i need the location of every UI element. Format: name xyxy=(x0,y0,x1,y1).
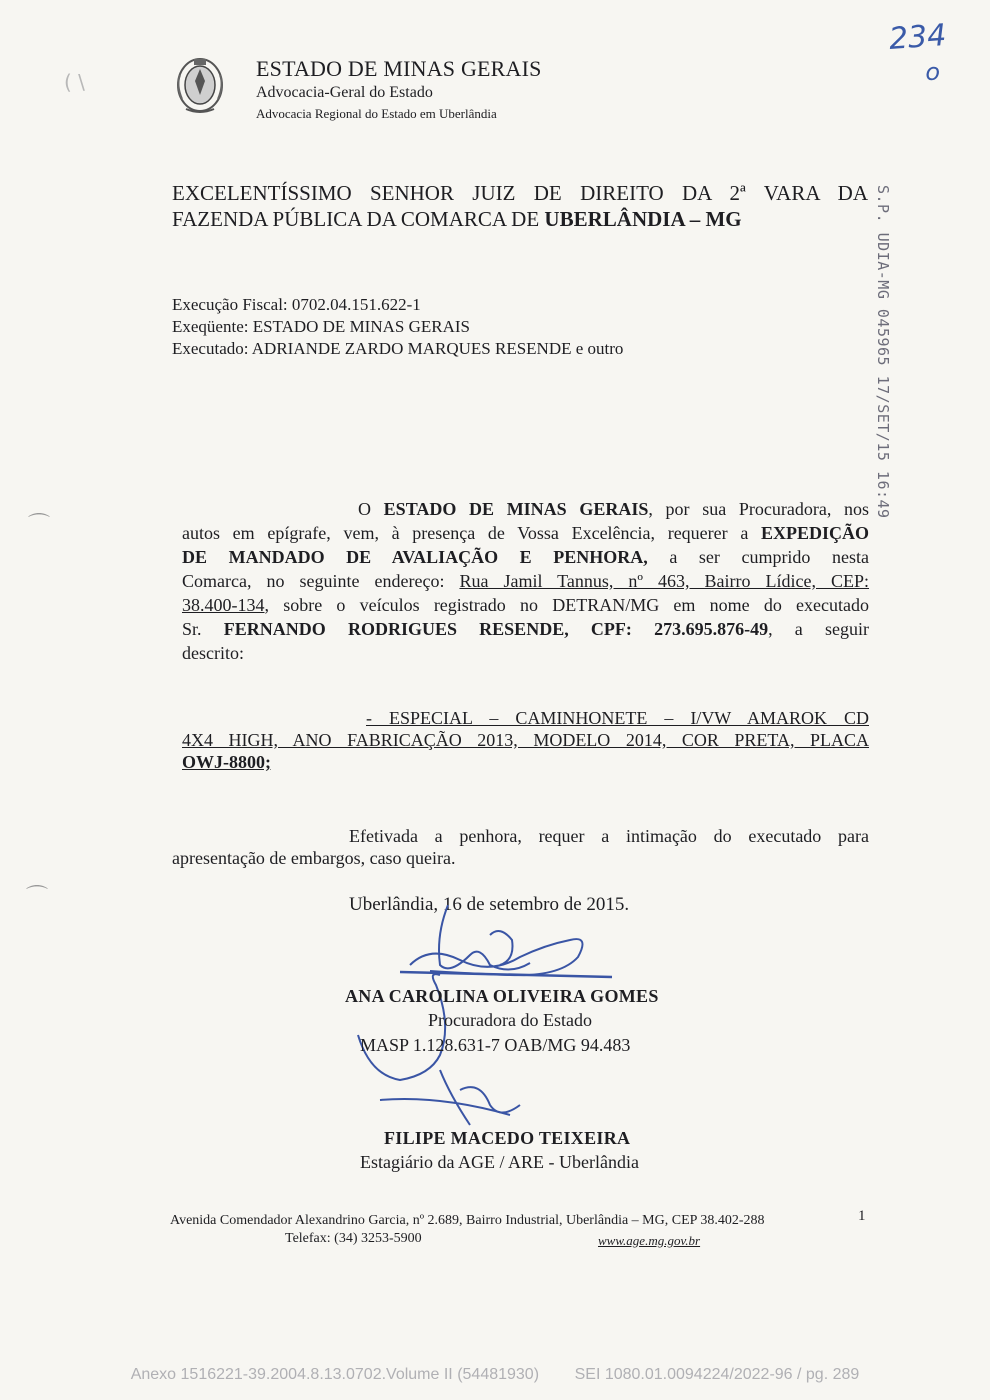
place-and-date: Uberlândia, 16 de setembro de 2015. xyxy=(349,894,630,915)
debtor: Executado: ADRIANDE ZARDO MARQUES RESENDE e outro xyxy=(172,339,624,358)
final-line-1: Efetivada a penhora, requer a intimação do executado para xyxy=(349,826,869,846)
handwritten-mark: o xyxy=(925,58,940,86)
addressee-line1: EXCELENTÍSSIMO SENHOR JUIZ DE DIREITO DA 2ª VARA DA xyxy=(172,181,868,205)
footer-address: Avenida Comendador Alexandrino Garcia, nº 2.689, Bairro Industrial, Uberlândia – MG, CEP 38.402-288 xyxy=(170,1213,765,1228)
addressee-line2-bold: UBERLÂNDIA – MG xyxy=(544,207,742,231)
signatory1-ids: MASP 1.128.631-7 OAB/MG 94.483 xyxy=(360,1035,631,1055)
footer-telefax: Telefax: (34) 3253-5900 xyxy=(285,1231,422,1246)
addressee xyxy=(172,180,868,232)
signatory2-role: Estagiário da AGE / ARE - Uberlândia xyxy=(360,1152,639,1172)
body-line-7: descrito: xyxy=(182,643,244,663)
case-caption xyxy=(172,294,623,360)
body-line-2: autos em epígrafe, vem, à presença de Vossa Excelência, requerer a EXPEDIÇÃO xyxy=(182,523,869,543)
request-paragraph xyxy=(182,497,869,665)
body-line-3: DE MANDADO DE AVALIAÇÃO E PENHORA, a ser cumprido nesta xyxy=(182,547,869,567)
signatory2-name: FILIPE MACEDO TEIXEIRA xyxy=(384,1128,631,1148)
vehicle-description xyxy=(182,707,869,773)
execution-number: Execução Fiscal: 0702.04.151.622-1 xyxy=(172,295,421,314)
annex-line: Anexo 1516221-39.2004.8.13.0702.Volume II (54481930) SEI 1080.01.0094224/2022-96 / pg. 289 xyxy=(130,1366,860,1383)
footer-website-link[interactable]: www.age.mg.gov.br xyxy=(598,1233,701,1248)
page-number: 1 xyxy=(858,1208,866,1224)
vehicle-plate: OWJ-8800; xyxy=(182,752,271,772)
margin-mark-icon: ⌒ xyxy=(28,513,51,538)
addressee-line2-prefix: FAZENDA PÚBLICA DA COMARCA DE xyxy=(172,207,545,231)
body-line-4: Comarca, no seguinte endereço: Rua Jamil Tannus, nº 463, Bairro Lídice, CEP: xyxy=(182,571,870,591)
state-coat-of-arms-icon xyxy=(172,55,228,117)
protocol-stamp: S.P. UDIA-MG 045965 17/SET/15 16:49 xyxy=(874,185,892,519)
header-agency: Advocacia-Geral do Estado xyxy=(256,84,433,101)
signatory1-name: ANA CAROLINA OLIVEIRA GOMES xyxy=(345,986,659,1006)
margin-mark-icon: ⌒ xyxy=(26,885,49,910)
body-line-5: 38.400-134, sobre o veículos registrado no DETRAN/MG em nome do executado xyxy=(182,595,869,615)
header-state: ESTADO DE MINAS GERAIS xyxy=(256,56,542,81)
final-paragraph xyxy=(172,825,869,869)
handwritten-page-number: 234 xyxy=(887,18,948,57)
signatory1-role: Procuradora do Estado xyxy=(428,1010,592,1030)
handwritten-left-mark: ( \ xyxy=(64,70,85,94)
vehicle-line-1: - ESPECIAL – CAMINHONETE – I/VW AMAROK CD xyxy=(366,708,869,728)
final-line-2: apresentação de embargos, caso queira. xyxy=(172,848,456,868)
creditor: Exeqüente: ESTADO DE MINAS GERAIS xyxy=(172,317,470,336)
body-line-1: O ESTADO DE MINAS GERAIS, por sua Procuradora, nos xyxy=(358,499,870,519)
body-line-6: Sr. FERNANDO RODRIGUES RESENDE, CPF: 273.695.876-49, a seguir xyxy=(182,619,869,639)
vehicle-line-2: 4X4 HIGH, ANO FABRICAÇÃO 2013, MODELO 2014, COR PRETA, PLACA xyxy=(182,730,869,750)
header-regional: Advocacia Regional do Estado em Uberlândia xyxy=(256,106,497,121)
